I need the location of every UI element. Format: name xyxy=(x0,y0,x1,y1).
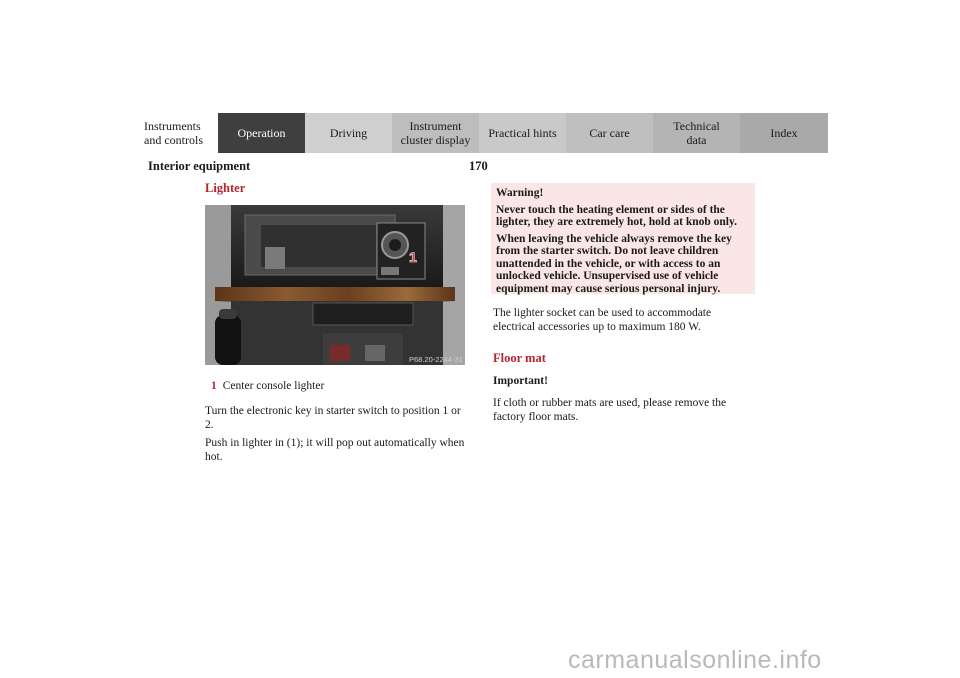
lighter-heading: Lighter xyxy=(205,181,246,195)
lighter-instruction-2: Push in lighter in (1); it will pop out automatically when hot. xyxy=(205,437,465,463)
warning-text-2: When leaving the vehicle always remove the key from the starter switch. Do not leave children unattended in the vehicle, or with access to an unlocked vehicle. Unsupervised use of vehicle equipment may cause serious personal injury. xyxy=(496,232,732,295)
tab-label: Instrument cluster display xyxy=(400,119,471,147)
caption-number: 1 xyxy=(211,380,217,392)
warning-box xyxy=(491,183,755,294)
tab-label: Operation xyxy=(237,126,286,140)
center-console-photo xyxy=(205,205,465,365)
page-number: 170 xyxy=(469,159,488,173)
tab-label: Car care xyxy=(589,126,630,140)
watermark: carmanualsonline.info xyxy=(568,646,822,674)
tab-technical-data[interactable] xyxy=(653,113,740,153)
tab-label: Instruments and controls xyxy=(144,119,203,147)
image-caption xyxy=(211,379,465,393)
warning-title: Warning! xyxy=(496,187,544,199)
tab-driving[interactable] xyxy=(305,113,392,153)
floor-mat-heading: Floor mat xyxy=(493,351,546,365)
tab-label: Index xyxy=(770,126,798,140)
floor-mat-text: If cloth or rubber mats are used, please remove the factory floor mats. xyxy=(493,397,727,423)
socket-note: The lighter socket can be used to accommodate electrical accessories up to maximum 180 W. xyxy=(493,307,712,333)
section-title: Interior equipment xyxy=(148,159,251,173)
caption-text: Center console lighter xyxy=(222,380,325,392)
tab-index[interactable] xyxy=(740,113,828,153)
tab-operation[interactable] xyxy=(218,113,305,153)
chapter-tabs xyxy=(130,113,828,153)
tab-instruments-and-controls[interactable] xyxy=(130,113,218,153)
lighter-instruction-1: Turn the electronic key in starter switch to position 1 or 2. xyxy=(205,405,461,431)
important-label: Important! xyxy=(493,375,548,387)
tab-car-care[interactable] xyxy=(566,113,653,153)
tab-instrument-cluster-display[interactable] xyxy=(392,113,479,153)
tab-label: Technical data xyxy=(673,119,720,147)
callout-1: 1 xyxy=(409,249,417,265)
tab-practical-hints[interactable] xyxy=(479,113,566,153)
tab-label: Driving xyxy=(329,126,368,140)
warning-text-1: Never touch the heating element or sides of the lighter, they are extremely hot, hold at knob only. xyxy=(496,203,737,228)
image-code: P68.20-2244-31 xyxy=(409,355,463,364)
tab-label: Practical hints xyxy=(488,126,557,140)
